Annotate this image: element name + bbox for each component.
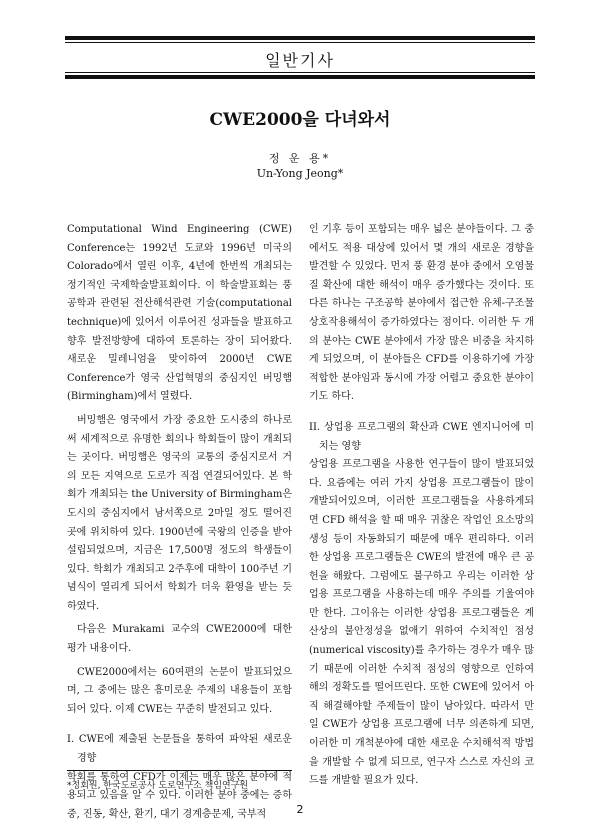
author-name-english: Un-Yong Jeong*	[256, 167, 344, 180]
paragraph: 상업용 프로그램을 사용한 연구들이 많이 발표되었다. 요즘에는 여러 가지 상업용 프로그램들이 많이 개발되어있으며, 이러한 프로그램들을 사용하게되면 CFD 해석을 할 때 매우 귀찮은 작업인 요소망의 생성 등이 자동화되기 때문에 매우 편리하다. 이러한 상업용 프로그램들은 CWE의 발전에 매우 큰 공헌을 해왔다. 그럼에도 불구하고 우리는 이러한 상업용 프로그램을 사용하는데 매우 주의를 기울여야만 한다. 그이유는 이러한 상업용 프로그램들은 계산상의 불안정성을 없애기 위하여 수치적인 점성(numerical viscosity)를 추가하는 경우가 매우 많기 때문에 이러한 수치적 점성의 영향으로 인하여 해의 정확도를 떨어뜨린다. 또한 CWE에 있어서 아직 해결해야할 주제들이 많이 남아있다. 따라서 만일 CWE가 상업용 프로그램에 너무 의존하게 되면, 이러한 미 개척분야에 대한 새로운 수치해석적 방법을 개발할 수 없게 되므로, 연구자 스스로 자신의 코드를 개발할 필요가 있다.	[309, 459, 534, 787]
paragraph: 다음은 Murakami 교수의 CWE2000에 대한 평가 내용이다.	[67, 624, 292, 655]
article-title: CWE2000을 다녀와서	[209, 110, 391, 130]
header-rule-thick	[65, 36, 535, 40]
section-label: 일반기사	[265, 51, 335, 70]
paragraph: CWE2000에서는 60여편의 논문이 발표되었으며, 그 중에는 많은 흥미로운 주제의 내용들이 포함되어 있다. 이제 CWE는 꾸준히 발전되고 있다.	[67, 666, 292, 715]
paragraph: 버밍햄은 영국에서 가장 중요한 도시중의 하나로써 세계적으로 유명한 회의나 학회들이 많이 개최되는 곳이다. 버밍햄은 영국의 교통의 중심지로서 거의 모든 지역으로 도로가 직접 연결되어있다. 본 학회가 개최되는 the University of Birmingham은 도시의 중심지에서 남서쪽으로 2마일 정도 떨어진 곳에 위치하여 있다. 1900년에 국왕의 인증을 받아 설립되었으며, 지금은 17,500명 정도의 학생들이 있다. 학회가 개최되고 2주후에 대학이 100주년 기념식이 열리게 되어서 학회가 더욱 환영을 받는 듯 하였다.	[67, 414, 292, 612]
section-heading: II. 상업용 프로그램의 확산과 CWE 엔지니어에 미치는 영향	[309, 421, 534, 452]
page-number: 2	[296, 803, 304, 816]
header-rule-thin	[65, 42, 535, 43]
paragraph: 학회를 통하여 CFD가 이제는 매우 많은 분야에 적용되고 있음을 알 수 있다. 이러한 분야 중에는 증하중, 진동, 확산, 환기, 대기 경계층문제, 국부적	[67, 771, 292, 820]
section-heading: I. CWE에 제출된 논문들을 통하여 파악된 새로운 경향	[67, 734, 292, 765]
footnote-rule	[67, 770, 292, 771]
author-name-korean: 정 운 용*	[268, 152, 332, 165]
right-column	[309, 221, 534, 796]
header-rule-thick-bottom	[65, 75, 535, 79]
paragraph: Computational Wind Engineering (CWE) Conference는 1992년 도쿄와 1996년 미국의 Colorado에서 열린 이후, 4년에 한번씩 개최되는 정기적인 국제학술발표회이다. 이 학술발표회는 풍공학과 관련된 전산해석관련 기술(computational technique)에 있어서 이루어진 성과들을 발표하고 향후 발전방향에 대하여 토론하는 장이 되어왔다. 새로운 밀레니엄을 맞이하여 2000년 CWE Conference가 영국 산업혁명의 중심지인 버밍햄(Birmingham)에서 열렸다.	[67, 224, 292, 403]
paragraph: 인 기후 등이 포함되는 매우 넓은 분야들이다. 그 중에서도 적용 대상에 있어서 몇 개의 새로운 경향을 발견할 수 있었다. 먼저 풍 환경 분야 중에서 오염물질 확산에 대한 해석이 매우 증가했다는 것이다. 또 다른 하나는 구조공학 분야에서 접근한 유체-구조물 상호작용해석이 증가하였다는 점이다. 이러한 두 개의 분야는 CWE 분야에서 가장 많은 비중을 차지하게 되었으며, 이 분야들은 CFD를 이용하기에 가장 적합한 분야임과 동시에 가장 어렵고 중요한 분야이기도 하다.	[309, 224, 534, 403]
header-rule-thin-bottom	[65, 72, 535, 73]
left-column	[67, 221, 292, 829]
footnote: *정회원, 한국도로공사 도로연구소 책임연구원	[67, 781, 249, 791]
